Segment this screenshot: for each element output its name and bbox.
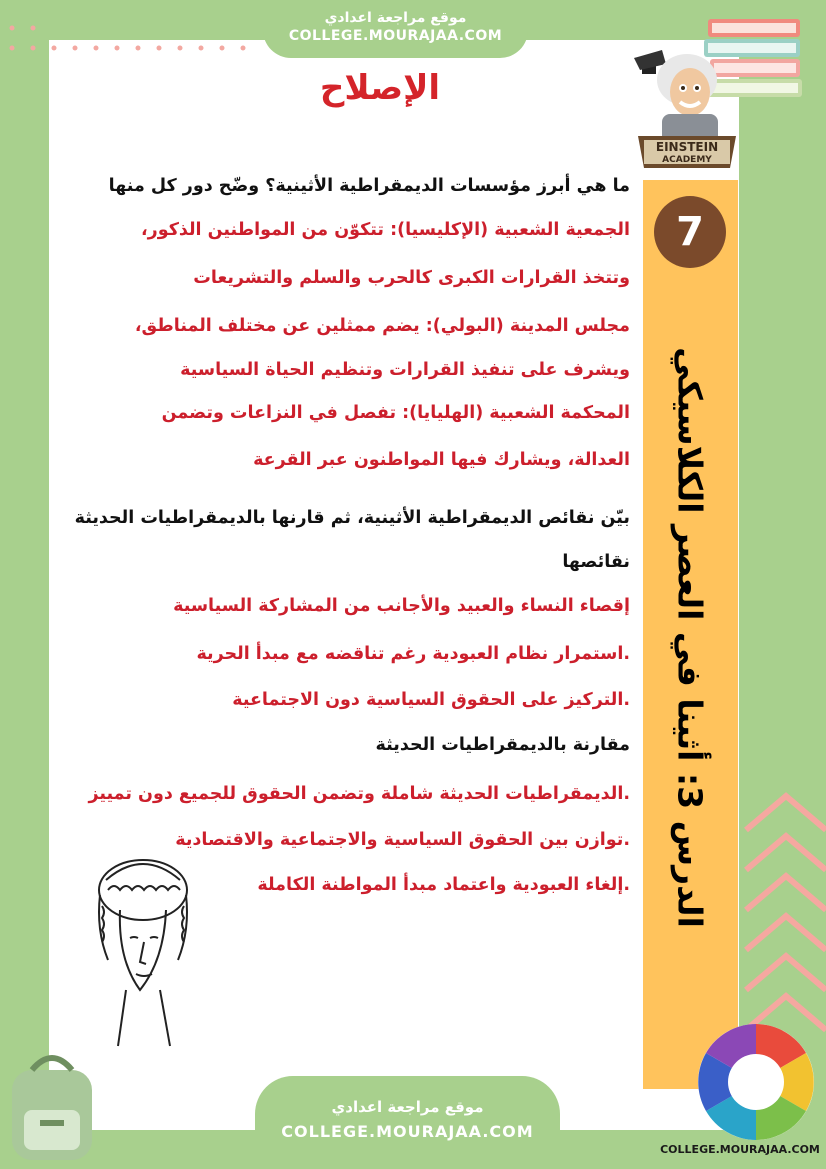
answer-line: العدالة، ويشارك فيها المواطنون عبر القرعة	[253, 450, 630, 470]
answer-line: .إلغاء العبودية واعتماد مبدأ المواطنة الكاملة	[257, 875, 630, 895]
header-site-url[interactable]: COLLEGE.MOURAJAA.COM	[288, 28, 503, 44]
svg-text:ACADEMY: ACADEMY	[662, 155, 712, 165]
subheading-line: مقارنة بالديمقراطيات الحديثة	[375, 735, 630, 755]
answer-line: .توازن بين الحقوق السياسية والاجتماعية والاقتصادية	[175, 830, 630, 850]
backpack-icon	[0, 1050, 110, 1160]
question-line: بيّن نقائص الديمقراطية الأثينية، ثم قارنها بالديمقراطيات الحديثة	[74, 508, 630, 528]
einstein-academy-logo	[632, 20, 742, 180]
question-line: ما هي أبرز مؤسسات الديمقراطية الأثينية؟ وضّح دور كل منها	[108, 176, 630, 196]
answer-line: وتتخذ القرارات الكبرى كالحرب والسلم والتشريعات	[193, 268, 630, 288]
lesson-number-badge: 7	[654, 196, 726, 268]
footer-site-url[interactable]: COLLEGE.MOURAJAA.COM	[281, 1122, 534, 1141]
answer-line: الجمعية الشعبية (الإكليسيا): تتكوّن من المواطنين الذكور،	[141, 220, 630, 240]
answer-line: ويشرف على تنفيذ القرارات وتنظيم الحياة السياسية	[180, 360, 630, 380]
lesson-title: الدرس 3: أثينا في العصر الكلاسيكي	[670, 347, 710, 928]
logo-brand-text: EINSTEIN	[655, 140, 719, 154]
footer-banner	[255, 1076, 560, 1169]
answer-line: المحكمة الشعبية (الهليايا): تفصل في النزاعات وتضمن	[161, 403, 630, 423]
subjects-wheel-logo	[694, 1020, 818, 1144]
answer-line: مجلس المدينة (البولي): يضم ممثلين عن مختلف المناطق،	[134, 316, 630, 336]
answer-line: إقصاء النساء والعبيد والأجانب من المشاركة السياسية	[173, 596, 630, 616]
greek-bust-illustration	[78, 850, 208, 1050]
wheel-site-url[interactable]: COLLEGE.MOURAJAA.COM	[660, 1143, 820, 1156]
subheading-line: نقائصها	[562, 552, 630, 572]
footer-site-name: موقع مراجعة اعدادي	[331, 1098, 484, 1116]
header-site-name: موقع مراجعة اعدادي	[324, 10, 467, 26]
answer-line: .الديمقراطيات الحديثة شاملة وتضمن الحقوق للجميع دون تمييز	[88, 784, 630, 804]
decorative-dots	[0, 0, 300, 70]
answer-line: .استمرار نظام العبودية رغم تناقضه مع مبدأ الحرية	[196, 644, 630, 664]
header-banner	[263, 0, 528, 58]
answer-line: .التركيز على الحقوق السياسية دون الاجتماعية	[232, 690, 630, 710]
page-title: الإصلاح	[319, 68, 441, 108]
